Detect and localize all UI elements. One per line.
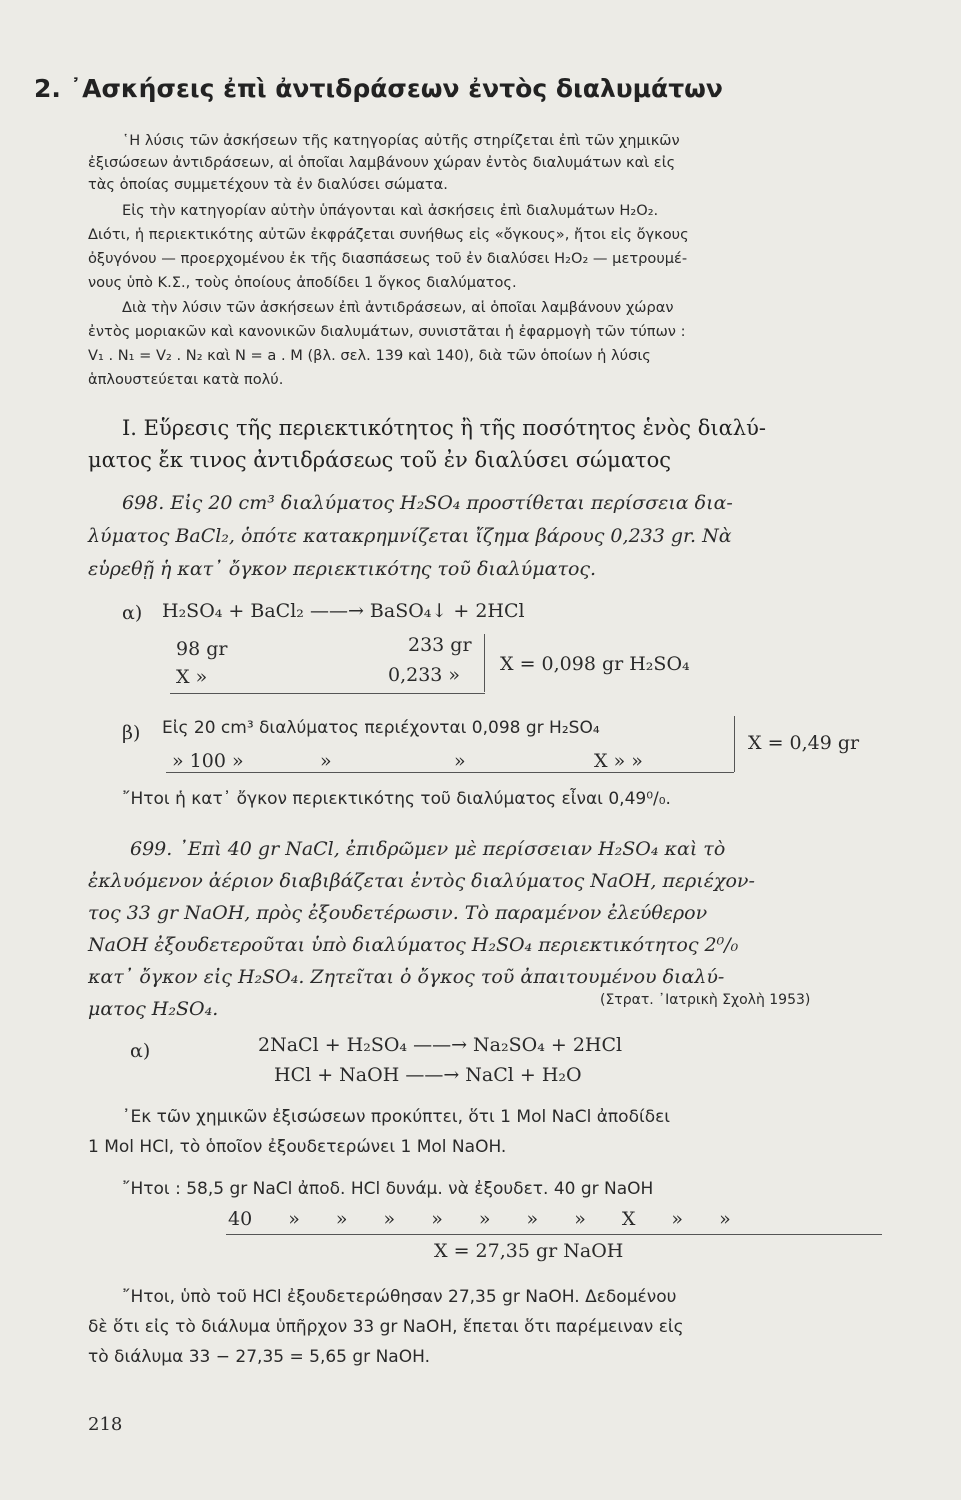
equation: HCl + NaOH ——→ NaCl + H₂O <box>274 1064 582 1086</box>
subsection-line: ματος ἔκ τινος ἀντιδράσεως τοῦ ἐν διαλύσει σώματος <box>88 448 672 472</box>
stoich-value: X » <box>176 666 208 688</box>
intro-line: ῾Η λύσις τῶν ἀσκήσεων τῆς κατηγορίας αὐτῆς στηρίζεται ἐπὶ τῶν χημικῶν <box>122 132 680 149</box>
exercise-line: κατ᾿ ὄγκον εἰς H₂SO₄. Ζητεῖται ὁ ὄγκος τοῦ ἀπαιτουμένου διαλύ- <box>88 966 725 988</box>
stoich-value: 233 gr <box>408 634 472 656</box>
proportion-row: ῎Ητοι : 58,5 gr NaCl ἀποδ. HCl δυνάμ. νὰ ἐξουδετ. 40 gr NaOH <box>122 1179 654 1199</box>
step-a-label: α) <box>122 602 143 624</box>
exercise-line: τος 33 gr NaOH, πρὸς ἐξουδετέρωσιν. Τὸ παραμένον ἐλεύθερον <box>88 902 708 924</box>
intro-line: Διὰ τὴν λύσιν τῶν ἀσκήσεων ἐπὶ ἀντιδράσεων, αἱ ὁποῖαι λαμβάνουν χώραν <box>122 299 674 316</box>
equation: 2NaCl + H₂SO₄ ——→ Na₂SO₄ + 2HCl <box>258 1034 623 1056</box>
proportion-row: 40 » » » » » » » X » » <box>228 1208 731 1230</box>
proportion-cell: X » » <box>594 750 643 772</box>
divider-horizontal <box>226 1234 882 1235</box>
exercise-line: 699. ᾿Επὶ 40 gr NaCl, ἐπιδρῶμεν μὲ περίσσειαν H₂SO₄ καὶ τὸ <box>130 838 726 860</box>
exercise-source: (Στρατ. ᾿Ιατρικὴ Σχολὴ 1953) <box>600 992 811 1008</box>
result-value: X = 27,35 gr NaOH <box>434 1240 624 1262</box>
exercise-line: 698. Εἰς 20 cm³ διαλύματος H₂SO₄ προστίθεται περίσσεια δια- <box>122 492 733 514</box>
divider-horizontal <box>166 772 734 773</box>
intro-line: Διότι, ἡ περιεκτικότης αὐτῶν ἐκφράζεται συνήθως εἰς «ὄγκους», ἤτοι εἰς ὄγκους <box>88 226 689 243</box>
final-line: τὸ διάλυμα 33 − 27,35 = 5,65 gr NaOH. <box>88 1347 430 1367</box>
intro-line: ἐντὸς μοριακῶν καὶ κανονικῶν διαλυμάτων, συνιστᾶται ἡ ἐφαρμογὴ τῶν τύπων : <box>88 323 686 340</box>
exercise-line: εὑρεθῇ ἡ κατ᾿ ὄγκον περιεκτικότης τοῦ διαλύματος. <box>88 558 597 580</box>
exercise-line: NaOH ἐξουδετεροῦται ὑπὸ διαλύματος H₂SO₄ περιεκτικότητος 2⁰/₀ <box>88 934 739 956</box>
result-value: X = 0,098 gr H₂SO₄ <box>500 653 690 675</box>
intro-line: τὰς ὁποίας συμμετέχουν τὰ ἐν διαλύσει σώματα. <box>88 176 448 193</box>
exercise-line: ματος H₂SO₄. <box>88 998 219 1020</box>
proportion-row: Εἰς 20 cm³ διαλύματος περιέχονται 0,098 gr H₂SO₄ <box>162 718 600 738</box>
conclusion: ῎Ητοι ἡ κατ᾿ ὄγκον περιεκτικότης τοῦ διαλύματος εἶναι 0,49⁰/₀. <box>122 789 671 809</box>
intro-line: νους ὑπὸ Κ.Σ., τοὺς ὁποίους ἀποδίδει 1 ὄγκος διαλύματος. <box>88 274 517 291</box>
intro-line: ἁπλουστεύεται κατὰ πολύ. <box>88 371 284 388</box>
section-title: 2. ᾿Ασκήσεις ἐπὶ ἀντιδράσεων ἐντὸς διαλυμάτων <box>34 74 723 103</box>
equation: H₂SO₄ + BaCl₂ ——→ BaSO₄↓ + 2HCl <box>162 600 525 622</box>
step-b-label: β) <box>122 722 141 744</box>
result-value: X = 0,49 gr <box>748 732 860 754</box>
divider-vertical <box>734 716 735 772</box>
stoich-value: 98 gr <box>176 638 228 660</box>
proportion-cell: » <box>320 750 332 772</box>
intro-line: V₁ . N₁ = V₂ . N₂ καὶ N = a . M (βλ. σελ. 139 καὶ 140), διὰ τῶν ὁποίων ἡ λύσις <box>88 347 651 364</box>
explanation-line: 1 Mol HCl, τὸ ὁποῖον ἐξουδετερώνει 1 Mol NaOH. <box>88 1137 507 1157</box>
intro-line: ἐξισώσεων ἀντιδράσεων, αἱ ὁποῖαι λαμβάνουν χώραν ἐντὸς διαλυμάτων καὶ εἰς <box>88 154 676 171</box>
final-line: ῎Ητοι, ὑπὸ τοῦ HCl ἐξουδετερώθησαν 27,35 gr NaOH. Δεδομένου <box>122 1287 677 1307</box>
step-a-label: α) <box>130 1040 151 1062</box>
proportion-cell: » <box>454 750 466 772</box>
page-number: 218 <box>88 1414 123 1435</box>
explanation-line: ᾿Εκ τῶν χημικῶν ἐξισώσεων προκύπτει, ὅτι 1 Mol NaCl ἀποδίδει <box>122 1107 671 1127</box>
divider-horizontal <box>170 693 485 694</box>
proportion-cell: » 100 » <box>172 750 244 772</box>
divider-vertical <box>484 634 485 692</box>
final-line: δὲ ὅτι εἰς τὸ διάλυμα ὑπῆρχον 33 gr NaOH, ἕπεται ὅτι παρέμειναν εἰς <box>88 1317 684 1337</box>
exercise-line: ἐκλυόμενον ἀέριον διαβιβάζεται ἐντὸς διαλύματος NaOH, περιέχον- <box>88 870 755 892</box>
stoich-value: 0,233 » <box>388 664 461 686</box>
subsection-line: I. Εὕρεσις τῆς περιεκτικότητος ἢ τῆς ποσότητος ἑνὸς διαλύ- <box>122 416 766 440</box>
intro-line: Εἰς τὴν κατηγορίαν αὐτὴν ὑπάγονται καὶ ἀσκήσεις ἐπὶ διαλυμάτων H₂O₂. <box>122 202 659 219</box>
exercise-line: λύματος BaCl₂, ὁπότε κατακρημνίζεται ἴζημα βάρους 0,233 gr. Νὰ <box>88 525 732 547</box>
intro-line: ὀξυγόνου — προερχομένου ἐκ τῆς διασπάσεως τοῦ ἐν διαλύσει H₂O₂ — μετρουμέ- <box>88 250 688 267</box>
